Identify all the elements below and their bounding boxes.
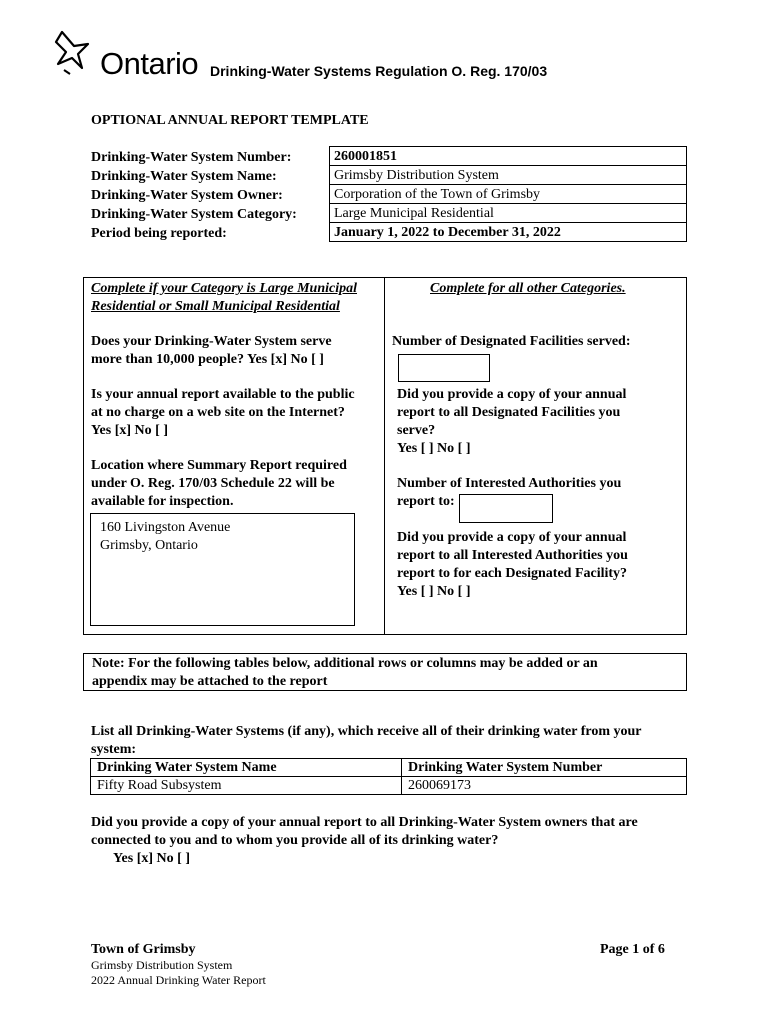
trillium-icon [52, 30, 98, 80]
column-header-name: Drinking Water System Name [91, 759, 402, 777]
address-field[interactable]: 160 Livingston Avenue Grimsby, Ontario [90, 513, 355, 626]
system-info-values [329, 146, 687, 242]
footer-town: Town of Grimsby [91, 942, 196, 957]
right-col-heading: Complete for all other Categories. [430, 281, 626, 296]
right-q-designated-facilities: Number of Designated Facilities served: [392, 334, 631, 349]
label-period: Period being reported: [91, 226, 227, 241]
cell-system-number: 260069173 [402, 777, 687, 795]
list-intro: List all Drinking-Water Systems (if any), which receive all of their drinking water from your system: [91, 724, 642, 757]
left-q-web-availability: Is your annual report available to the public at no charge on a web site on the Internet? Yes [x] No [ ] [91, 387, 355, 438]
designated-facilities-input[interactable] [398, 354, 490, 382]
label-system-number: Drinking-Water System Number: [91, 150, 292, 165]
value-system-name: Grimsby Distribution System [330, 166, 687, 185]
cell-system-name: Fifty Road Subsystem [91, 777, 402, 795]
right-q-copy-authorities: Did you provide a copy of your annual report to all Interested Authorities you report to for each Designated Facility? Yes [ ] No [ ] [397, 530, 628, 599]
label-system-name: Drinking-Water System Name: [91, 169, 277, 184]
doc-title: OPTIONAL ANNUAL REPORT TEMPLATE [91, 113, 369, 128]
value-period: January 1, 2022 to December 31, 2022 [330, 223, 687, 242]
left-col-heading: Complete if your Category is Large Municipal Residential or Small Municipal Residential [91, 281, 357, 314]
left-q-population: Does your Drinking-Water System serve more than 10,000 people? Yes [x] No [ ] [91, 334, 332, 367]
table-row [91, 777, 687, 795]
value-system-category: Large Municipal Residential [330, 204, 687, 223]
value-system-owner: Corporation of the Town of Grimsby [330, 185, 687, 204]
value-system-number: 260001851 [330, 147, 687, 166]
left-q-summary-location: Location where Summary Report required under O. Reg. 170/03 Schedule 22 will be available for inspection. [91, 458, 347, 509]
interested-authorities-input[interactable] [459, 494, 553, 523]
category-divider [384, 277, 385, 635]
page-header-title: Drinking-Water Systems Regulation O. Reg. 170/03 [210, 63, 548, 79]
right-q-interested-authorities: Number of Interested Authorities you report to: [397, 476, 622, 509]
table-header-row [91, 759, 687, 777]
column-header-number: Drinking Water System Number [402, 759, 687, 777]
note-box: Note: For the following tables below, additional rows or columns may be added or an appendix may be attached to the report [83, 653, 687, 691]
footer-details: Grimsby Distribution System 2022 Annual Drinking Water Report [91, 958, 266, 987]
footer-page-number: Page 1 of 6 [600, 942, 665, 957]
system-info-labels [91, 149, 297, 244]
right-q-copy-facilities: Did you provide a copy of your annual report to all Designated Facilities you serve? Yes [ ] No [ ] [397, 387, 627, 456]
label-system-category: Drinking-Water System Category: [91, 207, 297, 222]
label-system-owner: Drinking-Water System Owner: [91, 188, 283, 203]
copy-question: Did you provide a copy of your annual report to all Drinking-Water System owners that are connected to you and to whom you provide all of its drinking water? Yes [x] No [ ] [91, 815, 638, 866]
copy-question-answer: Yes [x] No [ ] [113, 851, 190, 866]
logo-wordmark: Ontario [100, 46, 199, 81]
ontario-logo [52, 30, 202, 82]
drinking-water-systems-table [90, 758, 687, 795]
